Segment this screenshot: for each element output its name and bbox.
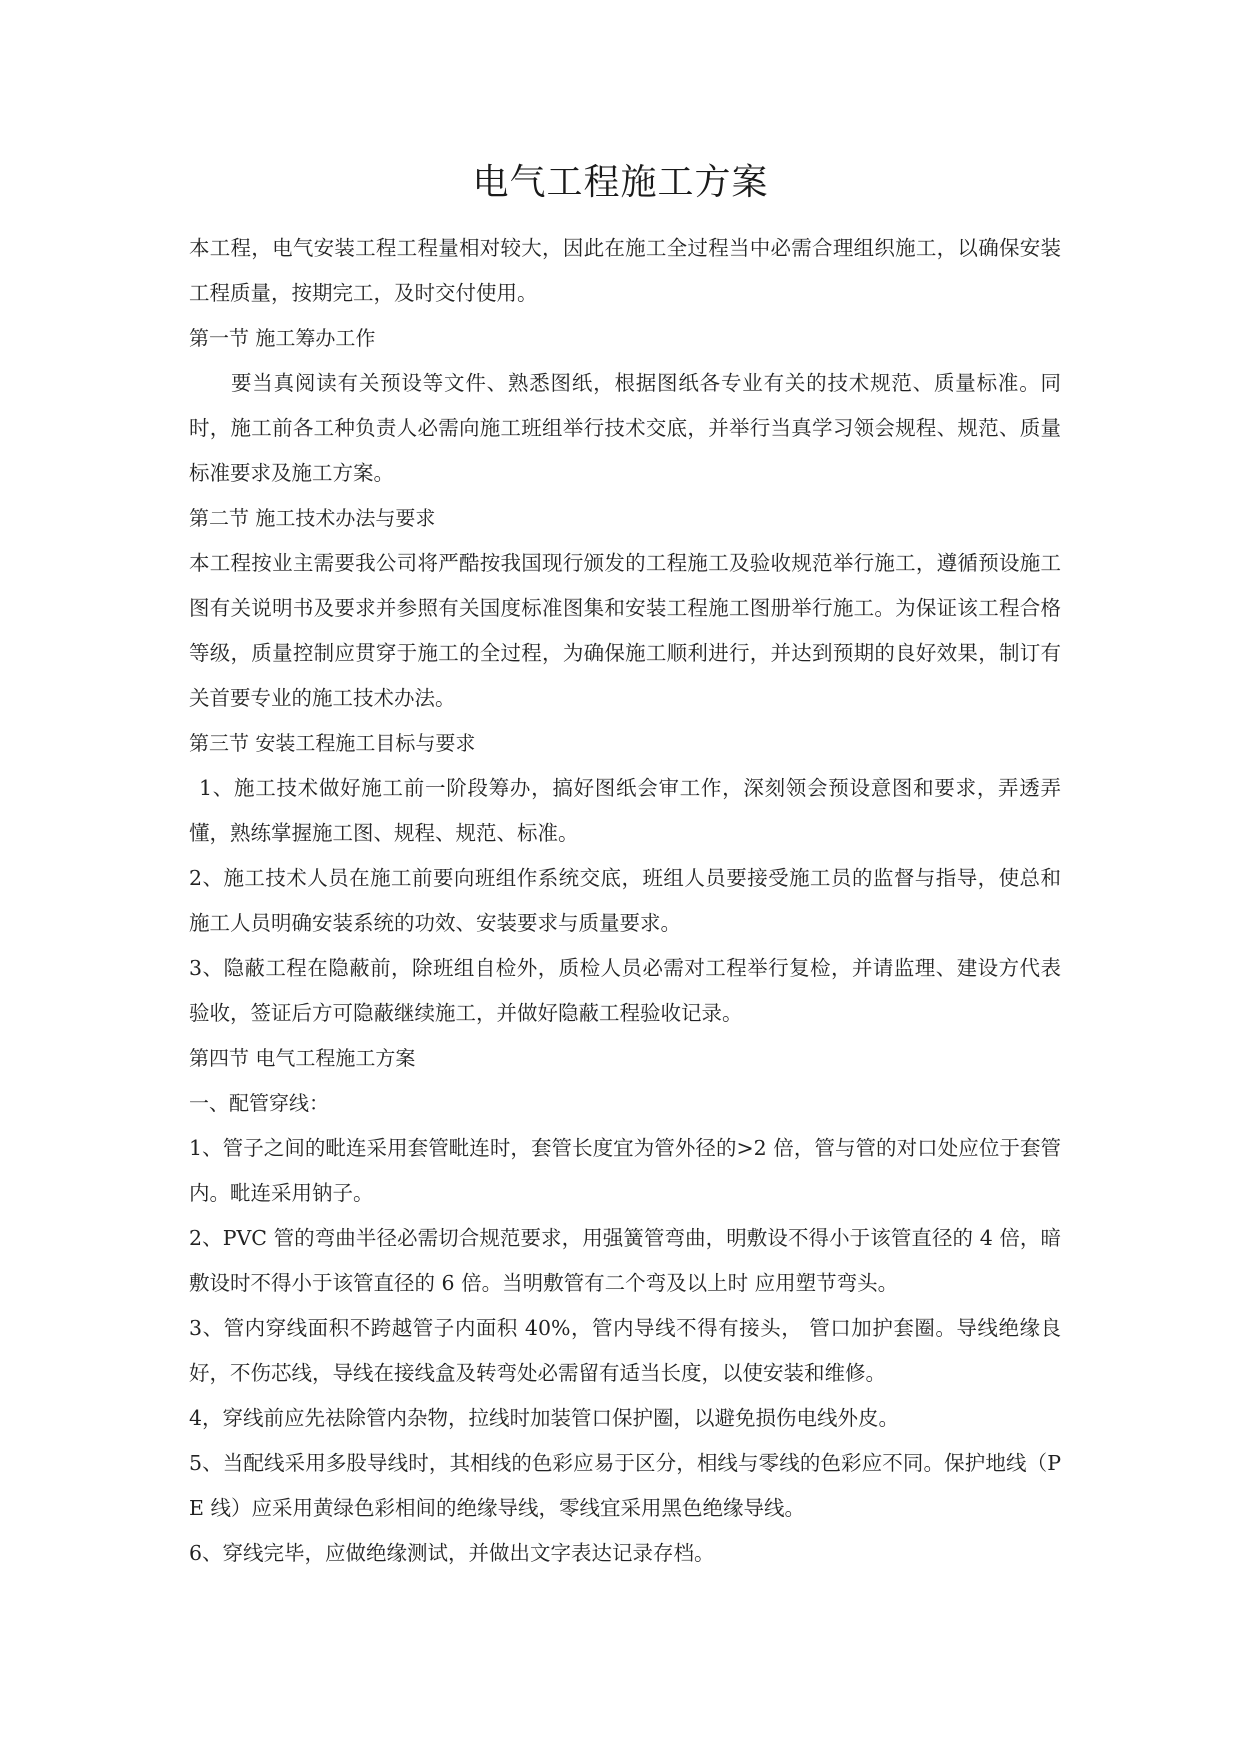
section-1-paragraph: 要当真阅读有关预设等文件、熟悉图纸，根据图纸各专业有关的技术规范、质量标准。同时，施工前各工种负责人必需向施工班组举行技术交底，并举行当真学习领会规程、规范、质量标准要求及施工方案。 (189, 371, 1061, 485)
section-3-item-1: 1、施工技术做好施工前一阶段筹办，搞好图纸会审工作，深刻领会预设意图和要求，弄透弄懂，熟练掌握施工图、规程、规范、标准。 (189, 776, 1061, 845)
document-body (189, 226, 1061, 1576)
section-3-item-3: 3、隐蔽工程在隐蔽前，除班组自检外，质检人员必需对工程举行复检，并请监理、建设方代表验收，签证后方可隐蔽继续施工，并做好隐蔽工程验收记录。 (189, 956, 1061, 1025)
section-2-paragraph: 本工程按业主需要我公司将严酷按我国现行颁发的工程施工及验收规范举行施工，遵循预设施工图有关说明书及要求并参照有关国度标准图集和安装工程施工图册举行施工。为保证该工程合格等级，质量控制应贯穿于施工的全过程，为确保施工顺利进行，并达到预期的良好效果，制订有关首要专业的施工技术办法。 (189, 551, 1061, 710)
section-heading-4: 第四节 电气工程施工方案 (189, 1046, 416, 1070)
wiring-item-1: 1、管子之间的毗连采用套管毗连时，套管长度宜为管外径的>2 倍，管与管的对口处应位于套管内。毗连采用钠子。 (189, 1136, 1061, 1205)
document-title: 电气工程施工方案 (472, 162, 769, 203)
intro-paragraph: 本工程，电气安装工程工程量相对较大，因此在施工全过程当中必需合理组织施工，以确保安装工程质量，按期完工，及时交付使用。 (189, 236, 1061, 305)
wiring-item-4: 4，穿线前应先祛除管内杂物，拉线时加装管口保护圈，以避免损伤电线外皮。 (189, 1406, 900, 1430)
wiring-item-2: 2、PVC 管的弯曲半径必需切合规范要求，用强簧管弯曲，明敷设不得小于该管直径的 4 倍，暗敷设时不得小于该管直径的 6 倍。当明敷管有二个弯及以上时 应用塑节弯头。 (189, 1226, 1061, 1295)
wiring-item-6: 6、穿线完毕，应做绝缘测试，并做出文字表达记录存档。 (189, 1541, 715, 1565)
wiring-item-3: 3、管内穿线面积不跨越管子内面积 40%，管内导线不得有接头， 管口加护套圈。导线绝缘良好，不伤芯线，导线在接线盒及转弯处必需留有适当长度，以使安装和维修。 (189, 1316, 1061, 1385)
section-heading-3: 第三节 安装工程施工目标与要求 (189, 731, 476, 755)
wiring-item-5: 5、当配线采用多股导线时，其相线的色彩应易于区分，相线与零线的色彩应不同。保护地线（PE 线）应采用黄绿色彩相间的绝缘导线，零线宜采用黑色绝缘导线。 (189, 1451, 1061, 1520)
section-heading-2: 第二节 施工技术办法与要求 (189, 506, 436, 530)
section-heading-1: 第一节 施工筹办工作 (189, 326, 376, 350)
section-3-item-2: 2、施工技术人员在施工前要向班组作系统交底，班组人员要接受施工员的监督与指导，使总和施工人员明确安装系统的功效、安装要求与质量要求。 (189, 866, 1061, 935)
subsection-heading-wiring: 一、配管穿线： (189, 1091, 329, 1115)
